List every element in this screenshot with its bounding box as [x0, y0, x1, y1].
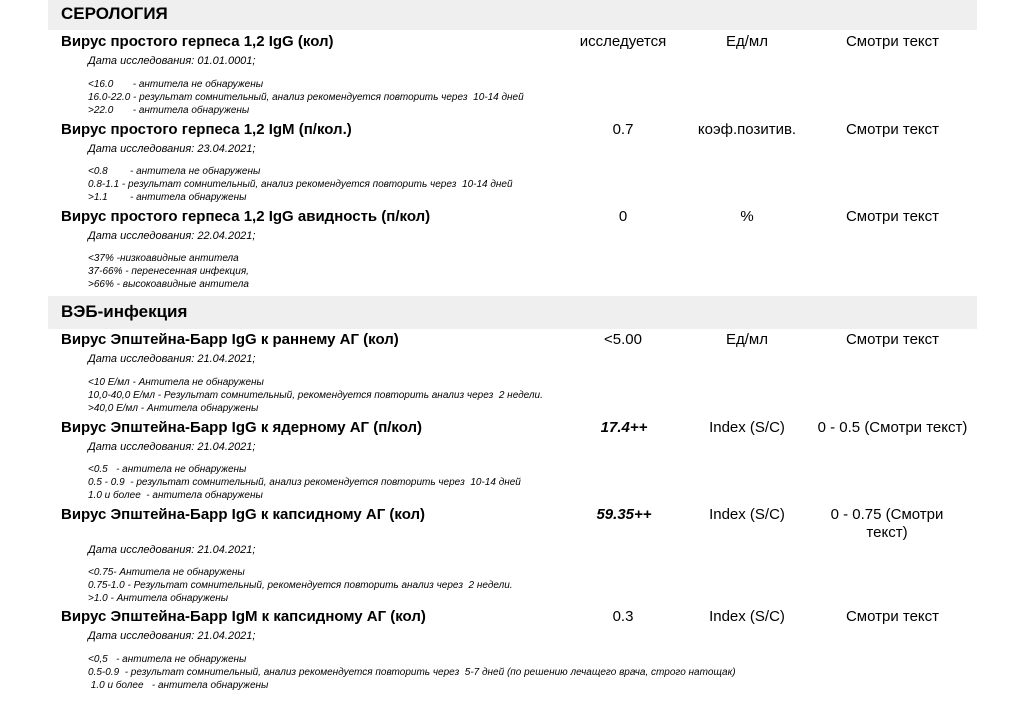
section-title: ВЭБ-инфекция	[61, 302, 188, 321]
test-note: 0.8-1.1 - результат сомнительный, анализ рекомендуется повторить через 10-14 дней	[88, 179, 513, 190]
test-value: 17.4++	[600, 419, 648, 436]
test-unit: Index (S/C)	[709, 608, 785, 625]
test-note: <37% -низкоавидные антитела	[88, 253, 239, 264]
section-header-serology	[48, 0, 977, 30]
test-note: <0.75- Антитела не обнаружены	[88, 567, 245, 578]
test-value: исследуется	[579, 33, 667, 50]
test-value: 0.3	[612, 608, 634, 625]
test-note: 0.5 - 0.9 - результат сомнительный, анализ рекомендуется повторить через 10-14 дней	[88, 477, 521, 488]
test-note: 1.0 и более - антитела обнаружены	[88, 490, 263, 501]
test-name: Вирус простого герпеса 1,2 IgM (п/кол.)	[61, 121, 352, 138]
test-reference: 0 - 0.75 (Смотри текст)	[830, 506, 944, 541]
test-unit: Ед/мл	[726, 33, 768, 50]
test-note: <0,5 - антитела не обнаружены	[88, 654, 247, 665]
test-date: Дата исследования: 21.04.2021;	[88, 441, 256, 453]
test-value: 0.7	[612, 121, 634, 138]
test-note: <16.0 - антитела не обнаружены	[88, 79, 264, 90]
test-reference: Смотри текст	[845, 121, 940, 138]
test-reference: 0 - 0.5 (Смотри текст)	[817, 419, 968, 436]
test-date: Дата исследования: 21.04.2021;	[88, 353, 256, 365]
test-reference: Смотри текст	[845, 331, 940, 348]
test-date: Дата исследования: 22.04.2021;	[88, 230, 256, 242]
test-note: 10,0-40,0 Е/мл - Результат сомнительный, рекомендуется повторить анализ через 2 недели.	[88, 390, 543, 401]
test-name: Вирус простого герпеса 1,2 IgG (кол)	[61, 33, 334, 50]
test-unit: Index (S/C)	[709, 506, 785, 523]
test-unit: Ед/мл	[726, 331, 768, 348]
section-header-ebv	[48, 296, 977, 329]
test-name: Вирус Эпштейна-Барр IgG к капсидному АГ (кол)	[61, 506, 426, 523]
test-note: 16.0-22.0 - результат сомнительный, анализ рекомендуется повторить через 10-14 дней	[88, 92, 524, 103]
test-note: 0.75-1.0 - Результат сомнительный, рекомендуется повторить анализ через 2 недели.	[88, 580, 513, 591]
test-name: Вирус Эпштейна-Барр IgM к капсидному АГ (кол)	[61, 608, 426, 625]
test-value: 0	[618, 208, 628, 225]
test-date: Дата исследования: 23.04.2021;	[88, 143, 256, 155]
section-title: СЕРОЛОГИЯ	[61, 4, 168, 23]
test-name: Вирус Эпштейна-Барр IgG к раннему АГ (кол)	[61, 331, 399, 348]
test-note: >1.0 - Антитела обнаружены	[88, 593, 229, 604]
test-reference: Смотри текст	[845, 208, 940, 225]
test-date: Дата исследования: 21.04.2021;	[88, 544, 256, 556]
test-unit: коэф.позитив.	[697, 121, 797, 138]
test-value: 59.35++	[596, 506, 652, 523]
test-note: >40,0 Е/мл - Антитела обнаружены	[88, 403, 259, 414]
test-note: 37-66% - перенесенная инфекция,	[88, 266, 249, 277]
test-name: Вирус Эпштейна-Барр IgG к ядерному АГ (п/кол)	[61, 419, 423, 436]
test-reference: Смотри текст	[845, 608, 940, 625]
test-note: <10 Е/мл - Антитела не обнаружены	[88, 377, 264, 388]
test-value: <5.00	[604, 331, 642, 348]
test-note: >66% - высокоавидные антитела	[88, 279, 249, 290]
test-unit: Index (S/C)	[709, 419, 785, 436]
test-date: Дата исследования: 01.01.0001;	[88, 55, 256, 67]
test-unit: %	[740, 208, 754, 225]
test-note: >22.0 - антитела обнаружены	[88, 105, 250, 116]
test-note: <0.5 - антитела не обнаружены	[88, 464, 247, 475]
test-note: 0.5-0.9 - результат сомнительный, анализ рекомендуется повторить через 5-7 дней (по решению лечащего врача, строго натощак)	[88, 667, 736, 678]
test-note: >1.1 - антитела обнаружены	[88, 192, 247, 203]
test-date: Дата исследования: 21.04.2021;	[88, 630, 256, 642]
test-note: 1.0 и более - антитела обнаружены	[88, 680, 269, 691]
test-reference: Смотри текст	[845, 33, 940, 50]
test-name: Вирус простого герпеса 1,2 IgG авидность (п/кол)	[61, 208, 431, 225]
test-note: <0.8 - антитела не обнаружены	[88, 166, 261, 177]
